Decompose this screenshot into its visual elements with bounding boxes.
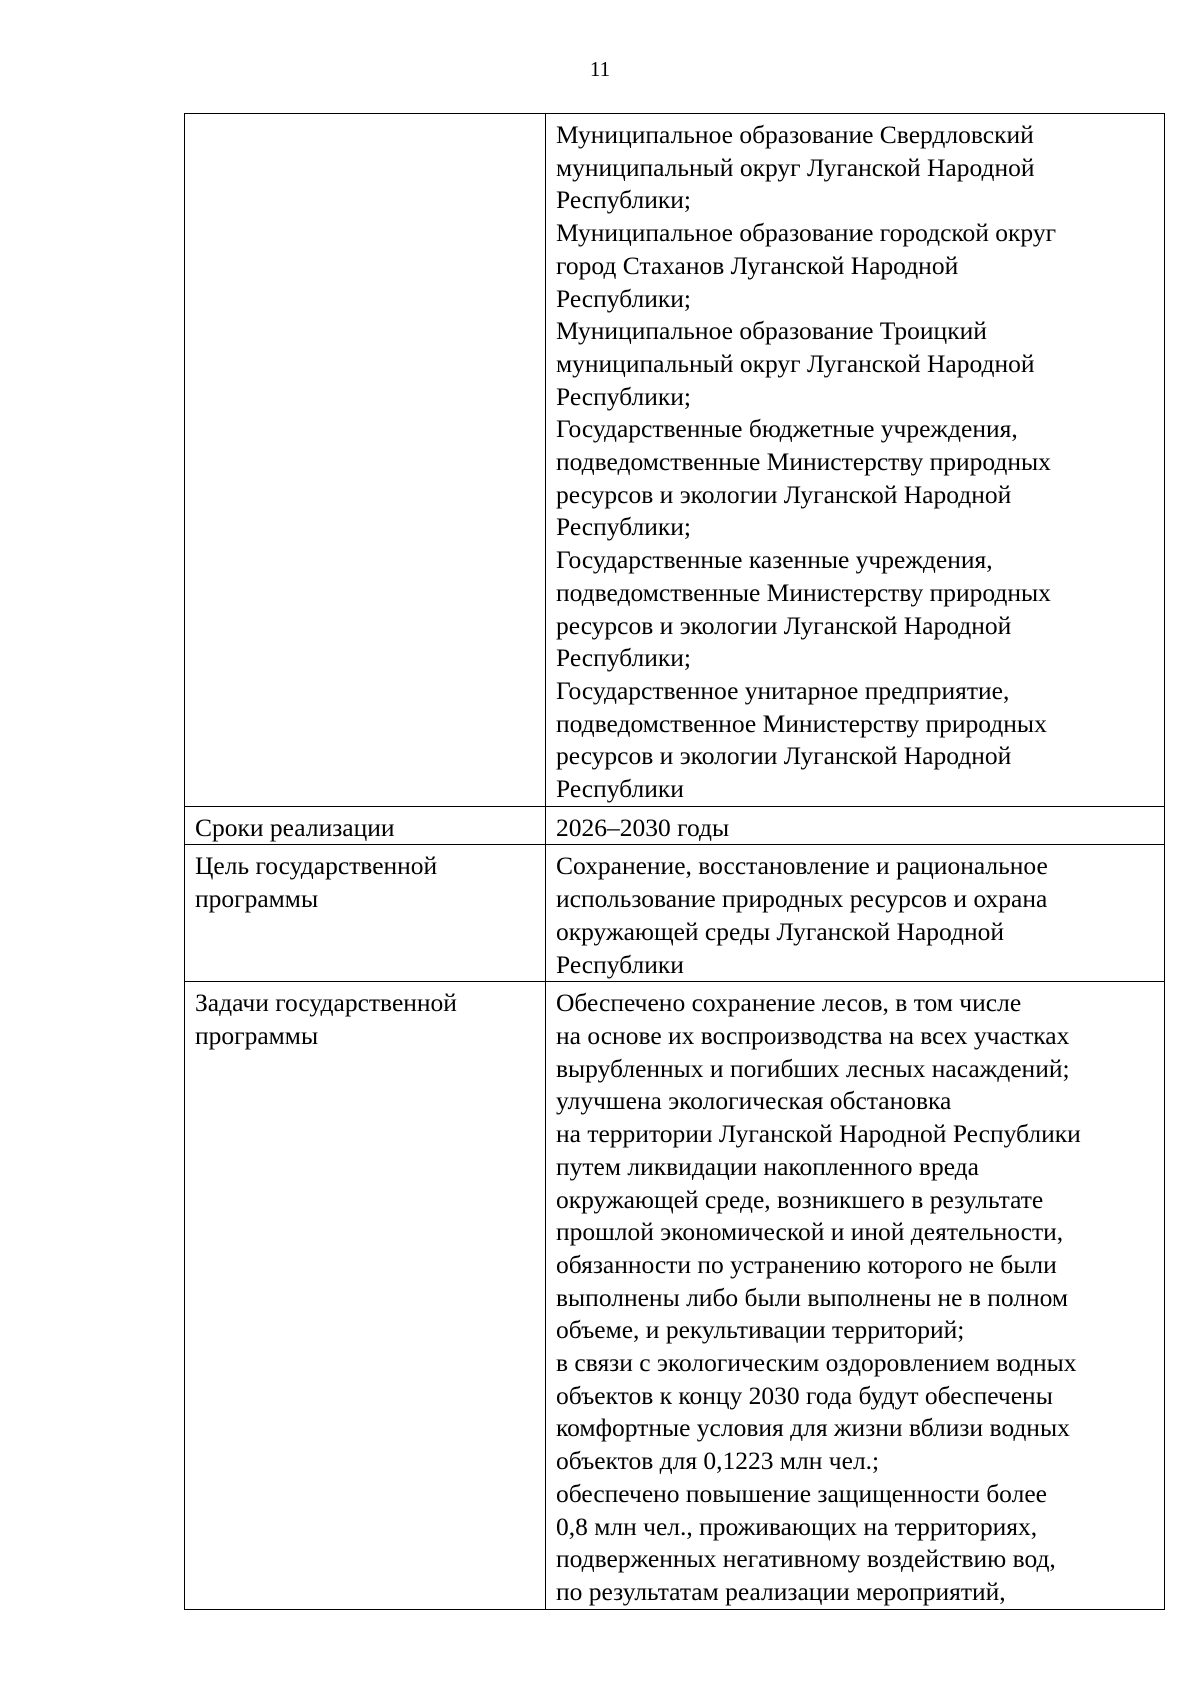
row-content-line: в связи с экологическим оздоровлением водных bbox=[556, 1348, 1077, 1378]
row-content-line: окружающей среде, возникшего в результате bbox=[556, 1184, 1044, 1214]
row-content-line: Муниципальное образование Троицкий bbox=[556, 316, 987, 346]
row-content-line: Государственное унитарное предприятие, bbox=[556, 675, 1010, 705]
row-content-cell bbox=[546, 845, 1165, 982]
row-content-line: объеме, и рекультивации территорий; bbox=[556, 1315, 965, 1345]
row-content-line: Республики; bbox=[556, 283, 692, 313]
row-content-line: Республики; bbox=[556, 643, 692, 673]
row-content-cell bbox=[546, 982, 1165, 1609]
row-content-line: обеспечено повышение защищенности более bbox=[556, 1478, 1047, 1508]
row-content-cell bbox=[546, 806, 1165, 845]
row-content-line: обязанности по устранению которого не были bbox=[556, 1249, 1057, 1279]
row-content-line: Республики bbox=[556, 949, 684, 979]
row-content-line: 2026–2030 годы bbox=[556, 812, 730, 842]
row-content-line: выполнены либо были выполнены не в полном bbox=[556, 1282, 1069, 1312]
row-content-line: 0,8 млн чел., проживающих на территориях, bbox=[556, 1511, 1038, 1541]
page-number: 11 bbox=[589, 57, 611, 81]
row-content-line: Муниципальное образование городской округ bbox=[556, 218, 1057, 248]
row-label-line: программы bbox=[195, 1020, 319, 1050]
row-content-line: ресурсов и экологии Луганской Народной bbox=[556, 479, 1012, 509]
row-content-line: путем ликвидации накопленного вреда bbox=[556, 1151, 979, 1181]
row-content-line: Государственные бюджетные учреждения, bbox=[556, 414, 1018, 444]
row-content-line: Республики; bbox=[556, 185, 692, 215]
row-content-line: муниципальный округ Луганской Народной bbox=[556, 348, 1035, 378]
row-content-line: вырубленных и погибших лесных насаждений; bbox=[556, 1053, 1070, 1083]
table-row bbox=[185, 982, 1165, 1609]
row-content-line: объектов для 0,1223 млн чел.; bbox=[556, 1446, 880, 1476]
row-label-cell bbox=[185, 982, 546, 1609]
row-content-line: подведомственные Министерству природных bbox=[556, 447, 1051, 477]
row-content-line: по результатам реализации мероприятий, bbox=[556, 1576, 1006, 1606]
row-label-line: программы bbox=[195, 884, 319, 914]
row-label-line: Сроки реализации bbox=[195, 812, 395, 842]
row-content-line: подведомственное Министерству природных bbox=[556, 708, 1047, 738]
row-content-line: Республики; bbox=[556, 381, 692, 411]
row-content-line: объектов к концу 2030 года будут обеспечены bbox=[556, 1380, 1053, 1410]
row-content-line: комфортные условия для жизни вблизи водных bbox=[556, 1413, 1070, 1443]
row-content-line: Муниципальное образование Свердловский bbox=[556, 120, 1034, 149]
table-row bbox=[185, 845, 1165, 982]
row-content-line: муниципальный округ Луганской Народной bbox=[556, 152, 1035, 182]
row-content-cell bbox=[546, 114, 1165, 807]
row-label-cell bbox=[185, 806, 546, 845]
row-content-line: Государственные казенные учреждения, bbox=[556, 545, 993, 575]
program-passport-table bbox=[184, 113, 1165, 1610]
row-content-line: подверженных негативному воздействию вод, bbox=[556, 1544, 1056, 1574]
row-content-line: Республики bbox=[556, 774, 684, 804]
row-content-line: Республики; bbox=[556, 512, 692, 542]
row-content-line: использование природных ресурсов и охрана bbox=[556, 884, 1048, 914]
table-row bbox=[185, 806, 1165, 845]
row-content-line: на основе их воспроизводства на всех участках bbox=[556, 1020, 1070, 1050]
row-content-line: ресурсов и экологии Луганской Народной bbox=[556, 610, 1012, 640]
row-content-line: Сохранение, восстановление и рациональное bbox=[556, 851, 1048, 881]
row-label-line: Цель государственной bbox=[195, 851, 438, 881]
row-label-line: Задачи государственной bbox=[195, 988, 457, 1018]
row-label-cell bbox=[185, 845, 546, 982]
row-content-line: на территории Луганской Народной Республики bbox=[556, 1119, 1081, 1149]
row-content-line: Обеспечено сохранение лесов, в том числе bbox=[556, 988, 1022, 1018]
row-content-line: подведомственные Министерству природных bbox=[556, 577, 1051, 607]
row-label-cell bbox=[185, 114, 546, 807]
row-content-line: улучшена экологическая обстановка bbox=[556, 1086, 952, 1116]
row-content-line: прошлой экономической и иной деятельности, bbox=[556, 1217, 1064, 1247]
row-content-line: город Стаханов Луганской Народной bbox=[556, 250, 959, 280]
row-content-line: ресурсов и экологии Луганской Народной bbox=[556, 741, 1012, 771]
table-row bbox=[185, 114, 1165, 807]
row-content-line: окружающей среды Луганской Народной bbox=[556, 916, 1004, 946]
